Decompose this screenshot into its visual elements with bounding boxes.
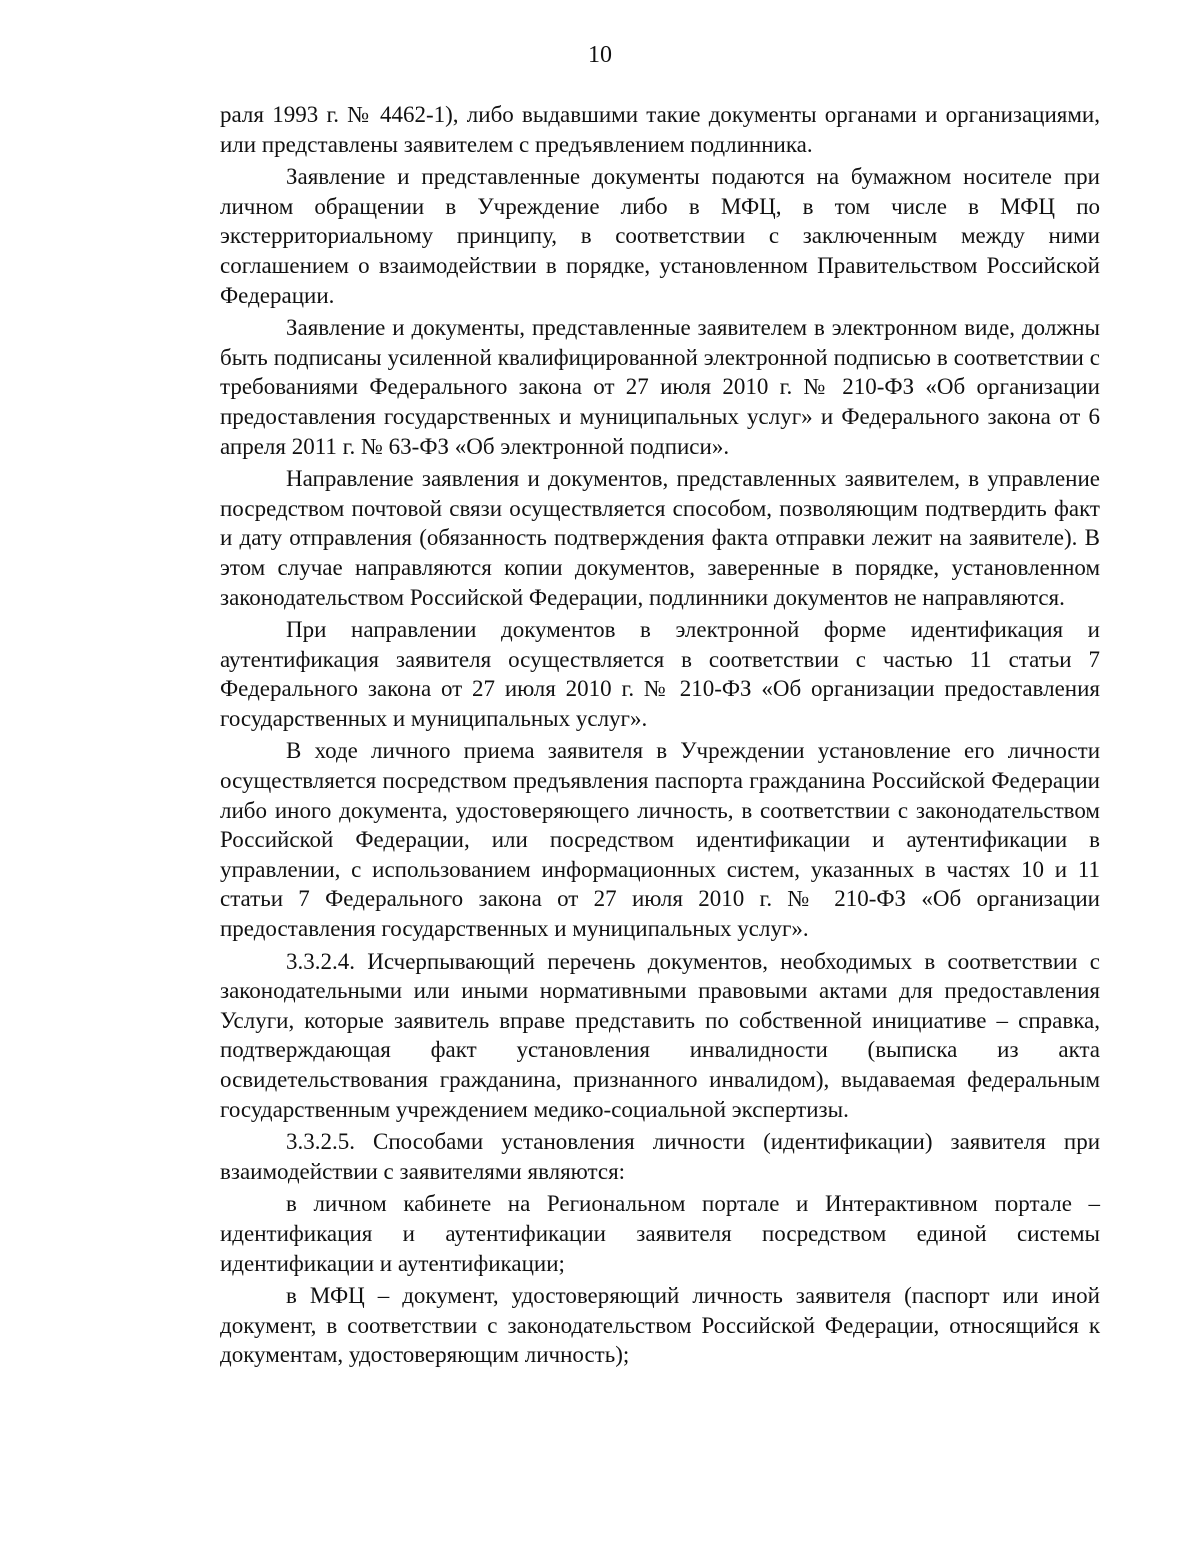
paragraph: Заявление и представленные документы подаются на бумажном носителе при личном обращении в Учреждение либо в МФЦ, в том числе в МФЦ по экстерриториальному принципу, в соответствии с заключенным между ними соглашением о взаимодействии в порядке, установленном Правительством Российской Федерации. (220, 164, 1100, 308)
paragraph: 3.3.2.5. Способами установления личности (идентификации) заявителя при взаимодействии с заявителями являются: (220, 1129, 1100, 1184)
paragraph: 3.3.2.4. Исчерпывающий перечень документов, необходимых в соответствии с законодательными или иными нормативными правовыми актами для предоставления Услуги, которые заявитель вправе представить по собственной инициативе – справка, подтверждающая факт установления инвалидности (выписка из акта освидетельствования гражданина, признанного инвалидом), выдаваемая федеральным государственным учреждением медико-социальной экспертизы. (220, 948, 1100, 1122)
paragraph: раля 1993 г. № 4462-1), либо выдавшими такие документы органами и организациями, или представлены заявителем с предъявлением подлинника. (220, 102, 1100, 157)
paragraph: При направлении документов в электронной форме идентификация и аутентификация заявителя осуществляется в соответствии с частью 11 статьи 7 Федерального закона от 27 июля 2010 г. № 210-ФЗ «Об организации предоставления государственных и муниципальных услуг». (220, 617, 1100, 731)
page-number: 10 (588, 42, 612, 68)
paragraph: Заявление и документы, представленные заявителем в электронном виде, должны быть подписаны усиленной квалифицированной электронной подписью в соответствии с требованиями Федерального закона от 27 июля 2010 г. № 210-ФЗ «Об организации предоставления государственных и муниципальных услуг» и Федерального закона от 6 апреля 2011 г. № 63-ФЗ «Об электронной подписи». (220, 315, 1100, 459)
paragraph: в МФЦ – документ, удостоверяющий личность заявителя (паспорт или иной документ, в соответствии с законодательством Российской Федерации, относящийся к документам, удостоверяющим личность); (220, 1283, 1100, 1368)
paragraph: в личном кабинете на Региональном портале и Интерактивном портале – идентификация и аутентификации заявителя посредством единой системы идентификации и аутентификации; (220, 1191, 1100, 1276)
document-body (220, 100, 1100, 1373)
paragraph: В ходе личного приема заявителя в Учреждении установление его личности осуществляется посредством предъявления паспорта гражданина Российской Федерации либо иного документа, удостоверяющего личность, в соответствии с законодательством Российской Федерации, или посредством идентификации и аутентификации в управлении, с использованием информационных систем, указанных в частях 10 и 11 статьи 7 Федерального закона от 27 июля 2010 г. № 210-ФЗ «Об организации предоставления государственных и муниципальных услуг». (220, 738, 1100, 942)
paragraph: Направление заявления и документов, представленных заявителем, в управление посредством почтовой связи осуществляется способом, позволяющим подтвердить факт и дату отправления (обязанность подтверждения факта отправки лежит на заявителе). В этом случае направляются копии документов, заверенные в порядке, установленном законодательством Российской Федерации, подлинники документов не направляются. (220, 466, 1100, 610)
